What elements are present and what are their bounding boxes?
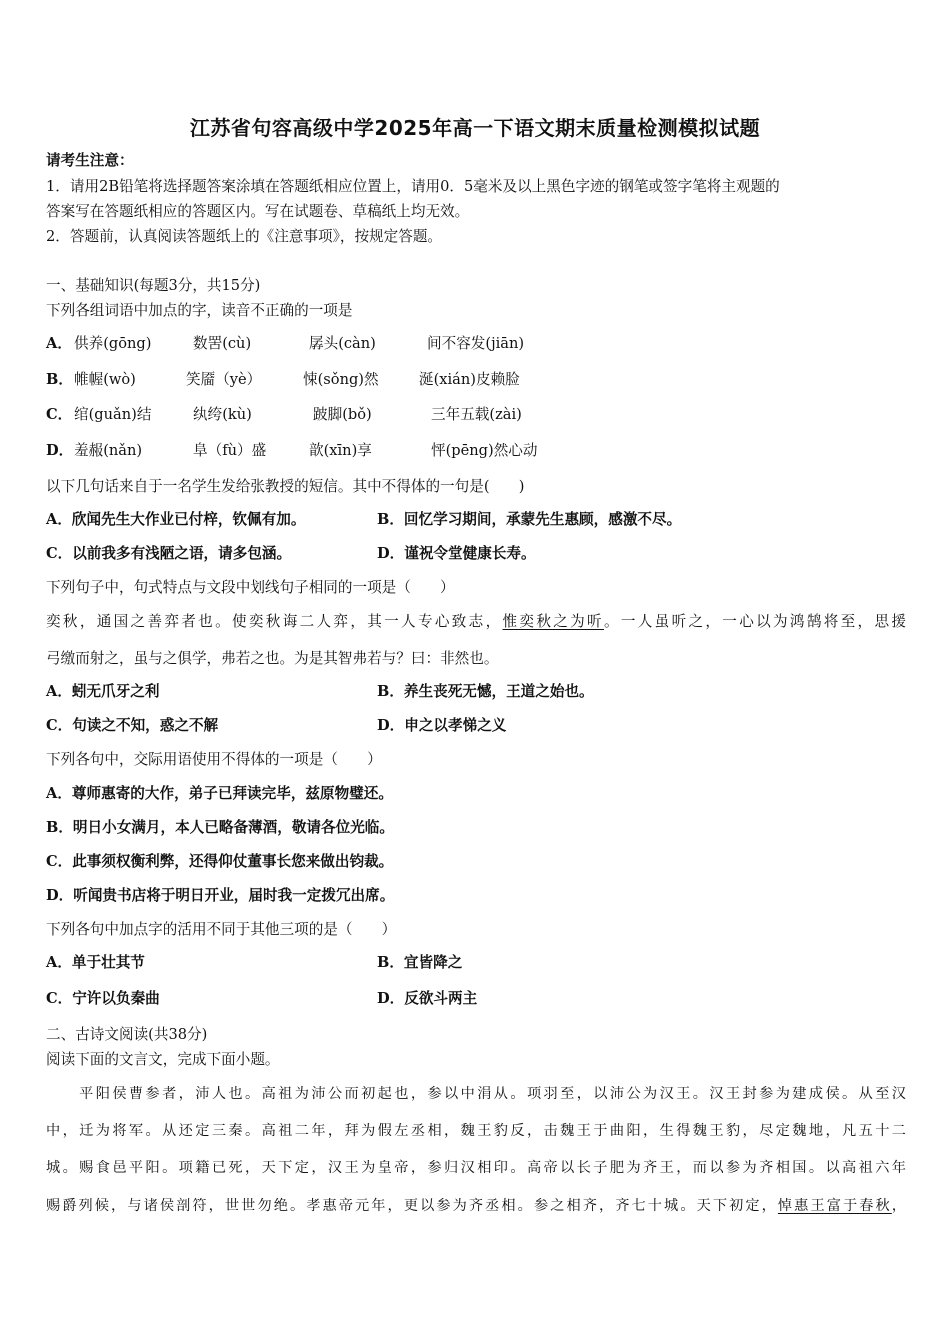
classical-text-line: 平阳侯曹参者，沛人也。高祖为沛公而初起也，参以中涓从。项羽至，以沛公为汉王。汉王封参为建成侯。从至汉 <box>46 1086 906 1102</box>
q3-passage-line-2: 弓缴而射之，虽与之俱学，弗若之也。为是其智弗若与？曰：非然也。 <box>46 650 499 667</box>
option-item: 供养(gōng) <box>74 335 152 352</box>
q5-option-b: B．宜皆降之 <box>377 954 463 971</box>
option-item: 笑靥（yè） <box>186 371 262 388</box>
section-2-heading: 二、古诗文阅读(共38分) <box>46 1026 208 1043</box>
passage-text: 奕秋，通国之善弈者也。使奕秋诲二人弈，其一人专心致志， <box>46 613 503 630</box>
q2-option-b: B．回忆学习期间，承蒙先生惠顾，感激不尽。 <box>377 511 682 528</box>
option-label: B． <box>46 371 73 388</box>
passage-text: 。一人虽听之，一心以为鸿鹄将至，思援 <box>603 613 906 630</box>
option-label: D． <box>46 442 74 459</box>
classical-text: ， <box>891 1198 906 1214</box>
option-item: 帷幄(wò) <box>74 371 136 388</box>
q3-option-a: A．蚓无爪牙之利 <box>46 683 160 700</box>
option-item: 悚(sǒng)然 <box>303 371 379 388</box>
notice-item-2: 2．答题前，认真阅读答题纸上的《注意事项》，按规定答题。 <box>46 228 443 245</box>
q5-stem: 下列各句中加点字的活用不同于其他三项的是（ ） <box>46 921 397 938</box>
q3-option-d: D．申之以孝悌之义 <box>377 717 507 734</box>
classical-text-line <box>46 1196 906 1216</box>
q1-stem: 下列各组词语中加点的字，读音不正确的一项是 <box>46 302 353 319</box>
reading-instruction: 阅读下面的文言文，完成下面小题。 <box>46 1051 280 1068</box>
q3-passage-line-1 <box>46 612 906 632</box>
q2-option-a: A．欣闻先生大作业已付梓，钦佩有加。 <box>46 511 306 528</box>
q5-option-a: A．单于壮其节 <box>46 954 145 971</box>
option-item: 怦(pēng)然心动 <box>431 442 538 459</box>
q5-option-c: C．宁许以负秦曲 <box>46 990 160 1007</box>
option-item: 羞赧(nǎn) <box>74 442 143 459</box>
q4-stem: 下列各句中，交际用语使用不得体的一项是（ ） <box>46 751 382 768</box>
option-item: 孱头(càn) <box>309 335 376 352</box>
section-1-heading: 一、基础知识(每题3分，共15分) <box>46 277 261 294</box>
notice-item-1-line-1: 1．请用2B铅笔将选择题答案涂填在答题纸相应位置上，请用0．5毫米及以上黑色字迹的钢笔或签字笔将主观题的 <box>46 178 780 195</box>
option-item: 纨绔(kù) <box>193 406 252 423</box>
underlined-sentence: 悼惠王富于春秋 <box>777 1198 892 1214</box>
q4-option-b: B．明日小女满月，本人已略备薄酒，敬请各位光临。 <box>46 819 394 836</box>
q4-option-d: D．听闻贵书店将于明日开业，届时我一定拨冗出席。 <box>46 887 395 904</box>
option-item: 数罟(cù) <box>193 335 252 352</box>
option-item: 阜（fù）盛 <box>193 442 267 459</box>
q4-option-a: A．尊师惠寄的大作，弟子已拜读完毕，兹原物璧还。 <box>46 785 393 802</box>
option-label: A． <box>46 335 72 352</box>
underlined-sentence: 惟奕秋之为听 <box>502 613 604 630</box>
q3-option-c: C．句读之不知，惑之不解 <box>46 717 219 734</box>
classical-text-line: 中，迁为将军。从还定三秦。高祖二年，拜为假左丞相，魏王豹反，击魏王于曲阳，生得魏王豹，尽定魏地，凡五十二 <box>46 1123 906 1139</box>
notice-item-1-line-2: 答案写在答题纸相应的答题区内。写在试题卷、草稿纸上均无效。 <box>46 203 470 220</box>
q2-stem: 以下几句话来自于一名学生发给张教授的短信。其中不得体的一句是( ) <box>46 478 525 495</box>
option-item: 涎(xián)皮赖脸 <box>419 371 520 388</box>
option-item: 跛脚(bǒ) <box>313 406 372 423</box>
q2-option-c: C．以前我多有浅陋之语，请多包涵。 <box>46 545 292 562</box>
notice-heading: 请考生注意： <box>46 152 134 169</box>
classical-text-line: 城。赐食邑平阳。项籍已死，天下定，汉王为皇帝，参归汉相印。高帝以长子肥为齐王，而以参为齐相国。以高祖六年 <box>46 1160 906 1176</box>
q5-option-d: D．反欲斗两主 <box>377 990 478 1007</box>
page-title: 江苏省句容高级中学2025年高一下语文期末质量检测模拟试题 <box>189 116 761 140</box>
option-label: C． <box>46 406 73 423</box>
option-item: 间不容发(jiān) <box>427 335 525 352</box>
option-item: 三年五载(zài) <box>431 406 522 423</box>
q4-option-c: C．此事须权衡利弊，还得仰仗董事长您来做出钧裁。 <box>46 853 394 870</box>
option-item: 歆(xīn)享 <box>309 442 372 459</box>
q2-option-d: D．谨祝令堂健康长寿。 <box>377 545 536 562</box>
q3-stem: 下列句子中，句式特点与文段中划线句子相同的一项是（ ） <box>46 579 455 596</box>
option-item: 绾(guǎn)结 <box>74 406 152 423</box>
q3-option-b: B．养生丧死无憾，王道之始也。 <box>377 683 594 700</box>
classical-text: 赐爵列候，与诸侯剖符，世世勿绝。孝惠帝元年，更以参为齐丞相。参之相齐，齐七十城。天下初定， <box>46 1198 778 1214</box>
